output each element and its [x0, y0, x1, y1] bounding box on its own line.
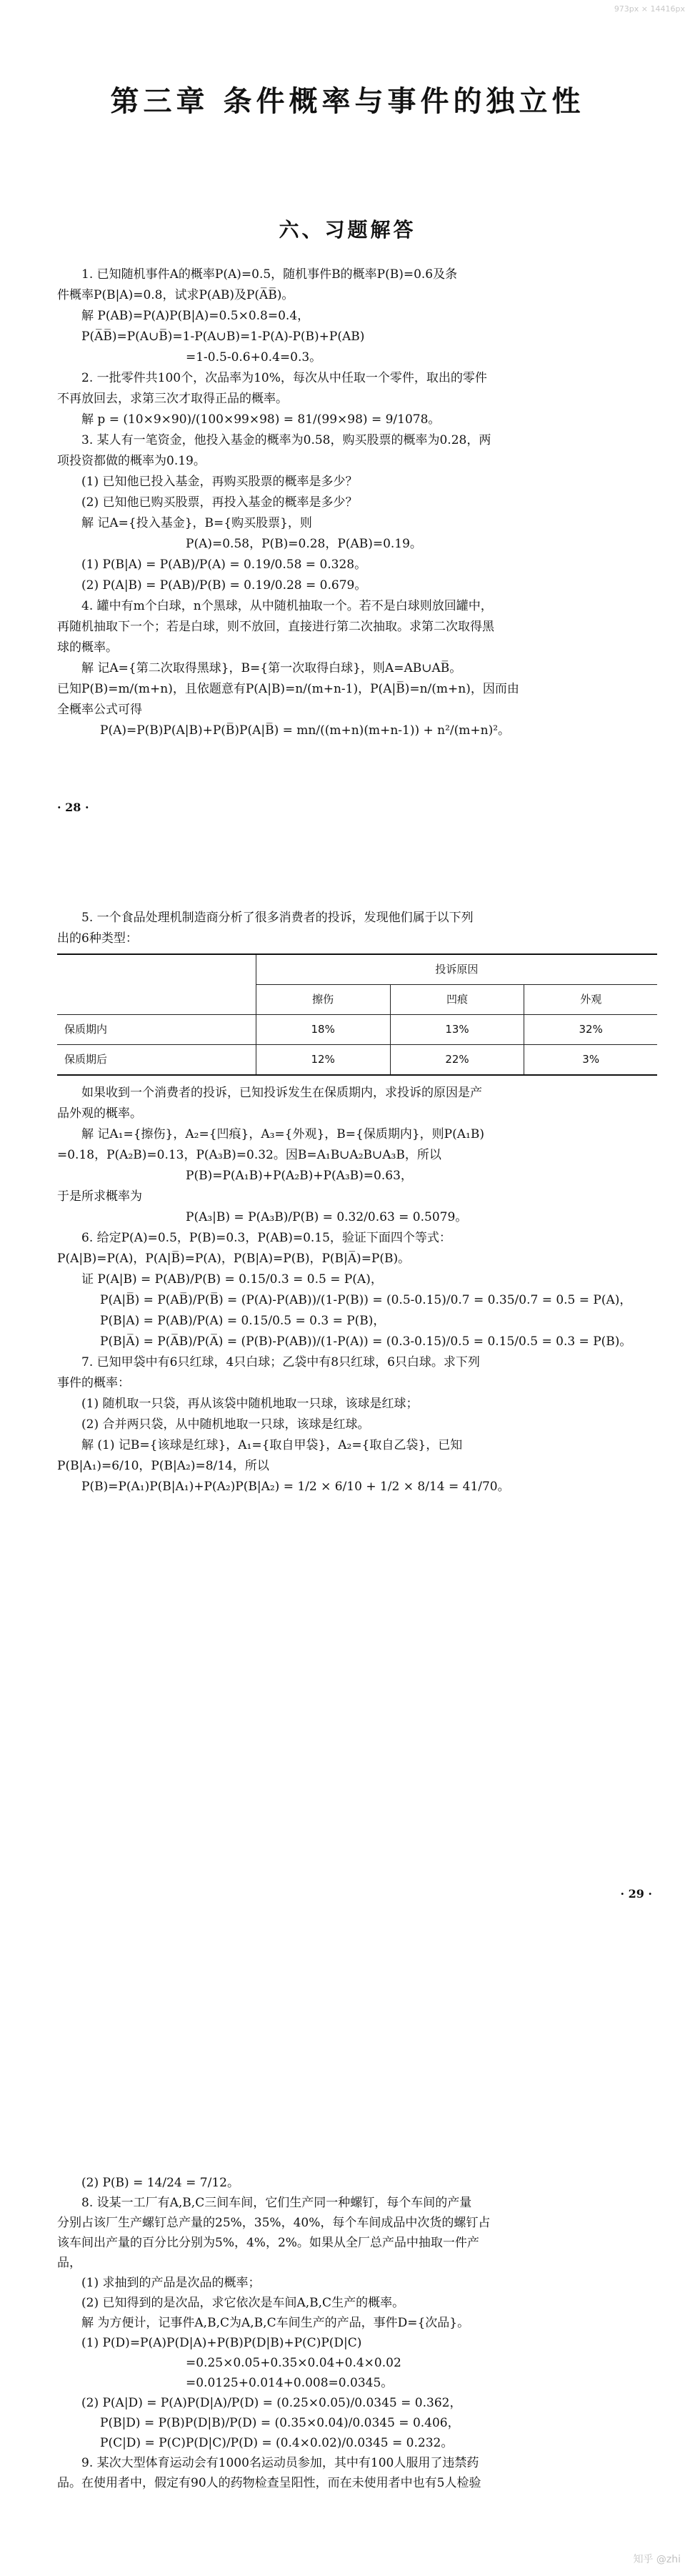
text-line: P(C|D) = P(C)P(D|C)/P(D) = (0.4×0.02)/0.0345 = 0.232。 — [100, 2436, 454, 2450]
table-row-label: 保质期后 — [57, 1045, 256, 1076]
table-cell: 3% — [524, 1045, 657, 1076]
text-line: P(A)=0.58，P(B)=0.28，P(AB)=0.19。 — [186, 537, 422, 551]
page-number: · 29 · — [620, 1887, 652, 1901]
text-line: P(B|D) = P(B)P(D|B)/P(D) = (0.35×0.04)/0.0345 = 0.406， — [100, 2416, 460, 2430]
table-column-header: 外观 — [524, 985, 657, 1015]
text-line: =0.0125+0.014+0.008=0.0345。 — [186, 2376, 394, 2390]
table-cell: 18% — [256, 1015, 390, 1045]
text-line: 全概率公式可得 — [57, 703, 142, 717]
table-corner-cell — [57, 985, 256, 1015]
text-line: (1) P(D)=P(A)P(D|A)+P(B)P(D|B)+P(C)P(D|C) — [81, 2336, 362, 2350]
text-line: (2) P(B) = 14/24 = 7/12。 — [81, 2176, 239, 2190]
text-line: 2. 一批零件共100个，次品率为10%，每次从中任取一个零件，取出的零件 — [81, 371, 487, 385]
text-line: P(B)=P(A₁)P(B|A₁)+P(A₂)P(B|A₂) = 1/2 × 6/10 + 1/2 × 8/14 = 41/70。 — [81, 1480, 510, 1494]
text-line: 出的6种类型： — [57, 931, 138, 946]
table-cell: 13% — [390, 1015, 524, 1045]
text-line: P(B|A) = P(AB)/P(A) = 0.15/0.5 = 0.3 = P(B)， — [100, 1314, 386, 1328]
text-line: (1) P(B|A) = P(AB)/P(A) = 0.19/0.58 = 0.328。 — [81, 558, 367, 572]
text-line: 8. 设某一工厂有A,B,C三间车间，它们生产同一种螺钉，每个车间的产量 — [81, 2196, 472, 2210]
section-title: 六、习题解答 — [279, 218, 416, 242]
text-line: P(B|A̅) = P(A̅B)/P(A̅) = (P(B)-P(AB))/(1-P(A)) = (0.3-0.15)/0.5 = 0.15/0.5 = 0.3 = P(B)。 — [100, 1334, 632, 1349]
text-line: (2) P(A|D) = P(A)P(D|A)/P(D) = (0.25×0.05)/0.0345 = 0.362， — [81, 2396, 462, 2410]
text-line: 3. 某人有一笔资金，他投入基金的概率为0.58，购买股票的概率为0.28，两 — [81, 433, 491, 447]
text-line: 9. 某次大型体育运动会有1000名运动员参加，其中有100人服用了违禁药 — [81, 2456, 479, 2470]
text-line: 7. 已知甲袋中有6只红球，4只白球；乙袋中有8只红球，6只白球。求下列 — [81, 1355, 480, 1369]
text-line: 解 记A₁={擦伤}，A₂={凹痕}，A₃={外观}，B={保质期内}，则P(A₁B) — [81, 1127, 484, 1141]
text-line: P(A̅B̅)=P(A∪B̅)=1-P(A∪B)=1-P(A)-P(B)+P(AB) — [81, 330, 365, 344]
chapter-title: 第三章 条件概率与事件的独立性 — [110, 84, 585, 118]
text-line: (2) 已知他已购买股票，再投入基金的概率是多少？ — [81, 495, 358, 510]
text-line: 球的概率。 — [57, 640, 118, 655]
text-line: 6. 给定P(A)=0.5，P(B)=0.3，P(AB)=0.15，验证下面四个等式： — [81, 1231, 451, 1245]
table-row — [57, 1045, 657, 1076]
text-line: 已知P(B)=m/(m+n)，且依题意有P(A|B)=n/(m+n-1)，P(A|B̅)=n/(m+n)，因而由 — [57, 682, 519, 696]
table-cell: 22% — [390, 1045, 524, 1076]
text-line: 品， — [57, 2256, 81, 2270]
table-row-label: 保质期内 — [57, 1015, 256, 1045]
text-line: 解 为方便计，记事件A,B,C为A,B,C车间生产的产品，事件D={次品}。 — [81, 2316, 470, 2330]
table-corner-cell — [57, 954, 256, 985]
text-line: =1-0.5-0.6+0.4=0.3。 — [186, 350, 322, 365]
table-column-header: 擦伤 — [256, 985, 390, 1015]
table-header-row — [57, 985, 657, 1015]
text-line: 解 P(AB)=P(A)P(B|A)=0.5×0.8=0.4， — [81, 309, 310, 323]
chapter-title-block — [0, 79, 695, 119]
text-line: (1) 求抽到的产品是次品的概率； — [81, 2276, 261, 2290]
text-line: (2) 已知得到的是次品，求它依次是车间A,B,C生产的概率。 — [81, 2296, 405, 2310]
text-line: 解 记A={投入基金}，B={购买股票}，则 — [81, 516, 312, 530]
page-number: · 28 · — [57, 801, 89, 814]
text-line: 件概率P(B|A)=0.8，试求P(AB)及P(A̅B̅)。 — [57, 288, 294, 302]
text-line: (1) 已知他已投入基金，再购买股票的概率是多少？ — [81, 475, 358, 489]
text-line: (2) 合并两只袋，从中随机地取一只球，该球是红球。 — [81, 1417, 370, 1432]
watermark: 知乎 @zhi — [633, 2554, 681, 2565]
table-group-header: 投诉原因 — [256, 954, 657, 985]
text-line: (2) P(A|B) = P(AB)/P(B) = 0.19/0.28 = 0.679。 — [81, 578, 367, 593]
table-cell: 12% — [256, 1045, 390, 1076]
text-line: 分别占该厂生产螺钉总产量的25%，35%，40%，每个车间成品中次货的螺钉占 — [57, 2216, 491, 2230]
text-line: 1. 已知随机事件A的概率P(A)=0.5，随机事件B的概率P(B)=0.6及条 — [81, 267, 458, 282]
text-line: 4. 罐中有m个白球，n个黑球，从中随机抽取一个。若不是白球则放回罐中， — [81, 599, 493, 613]
text-line: =0.25×0.05+0.35×0.04+0.4×0.02 — [186, 2356, 401, 2370]
text-line: P(A|B)=P(A)，P(A|B̅)=P(A)，P(B|A)=P(B)，P(B|A̅)=P(B)。 — [57, 1252, 411, 1266]
text-line: 事件的概率： — [57, 1376, 130, 1390]
image-dimensions-label: 973px × 14416px — [614, 4, 685, 14]
text-line: 品外观的概率。 — [57, 1106, 142, 1121]
section-title-block — [0, 214, 695, 243]
text-line: P(B)=P(A₁B)+P(A₂B)+P(A₃B)=0.63， — [186, 1169, 413, 1183]
text-line: 5. 一个食品处理机制造商分析了很多消费者的投诉，发现他们属于以下列 — [81, 911, 474, 925]
text-line: 解 p = (10×9×90)/(100×99×98) = 81/(99×98) = 9/1078。 — [81, 412, 441, 427]
table-cell: 32% — [524, 1015, 657, 1045]
text-line: 再随机抽取下一个；若是白球，则不放回，直接进行第二次抽取。求第二次取得黑 — [57, 620, 494, 634]
table-row — [57, 1015, 657, 1045]
text-line: 解 记A={第二次取得黑球}，B={第一次取得白球}，则A=AB∪AB̅。 — [81, 661, 462, 675]
text-line: P(B|A₁)=6/10，P(B|A₂)=8/14，所以 — [57, 1459, 269, 1473]
text-line: P(A₃|B) = P(A₃B)/P(B) = 0.32/0.63 = 0.5079。 — [186, 1210, 468, 1224]
text-line: 该车间出产量的百分比分别为5%，4%，2%。如果从全厂总产品中抽取一件产 — [57, 2236, 479, 2250]
page-29-content — [57, 908, 657, 1497]
page-28-content — [57, 264, 657, 741]
text-line: P(A)=P(B)P(A|B)+P(B̅)P(A|B̅) = mn/((m+n)(m+n-1)) + n²/(m+n)²。 — [100, 723, 511, 738]
text-line: 如果收到一个消费者的投诉，已知投诉发生在保质期内，求投诉的原因是产 — [81, 1086, 482, 1100]
table-header-row — [57, 954, 657, 985]
text-line: 于是所求概率为 — [57, 1189, 142, 1204]
text-line: P(A|B̅) = P(AB̅)/P(B̅) = (P(A)-P(AB))/(1-P(B)) = (0.5-0.15)/0.7 = 0.35/0.7 = 0.5 = P(A)， — [100, 1293, 632, 1307]
text-line: =0.18，P(A₂B)=0.13，P(A₃B)=0.32。因B=A₁B∪A₂B∪A₃B，所以 — [57, 1148, 441, 1162]
table-column-header: 凹痕 — [390, 985, 524, 1015]
text-line: 解 (1) 记B={该球是红球}，A₁={取自甲袋}，A₂={取自乙袋}，已知 — [81, 1438, 463, 1452]
text-line: 项投资都做的概率为0.19。 — [57, 454, 206, 468]
text-line: (1) 随机取一只袋，再从该袋中随机地取一只球，该球是红球； — [81, 1397, 419, 1411]
text-line: 不再放回去，求第三次才取得正品的概率。 — [57, 392, 288, 406]
page-30-content — [57, 2173, 657, 2493]
text-line: 证 P(A|B) = P(AB)/P(B) = 0.15/0.3 = 0.5 = P(A)， — [81, 1272, 383, 1287]
complaints-table — [57, 953, 657, 1076]
text-line: 品。在使用者中，假定有90人的药物检查呈阳性，而在未使用者中也有5人检验 — [57, 2476, 481, 2490]
